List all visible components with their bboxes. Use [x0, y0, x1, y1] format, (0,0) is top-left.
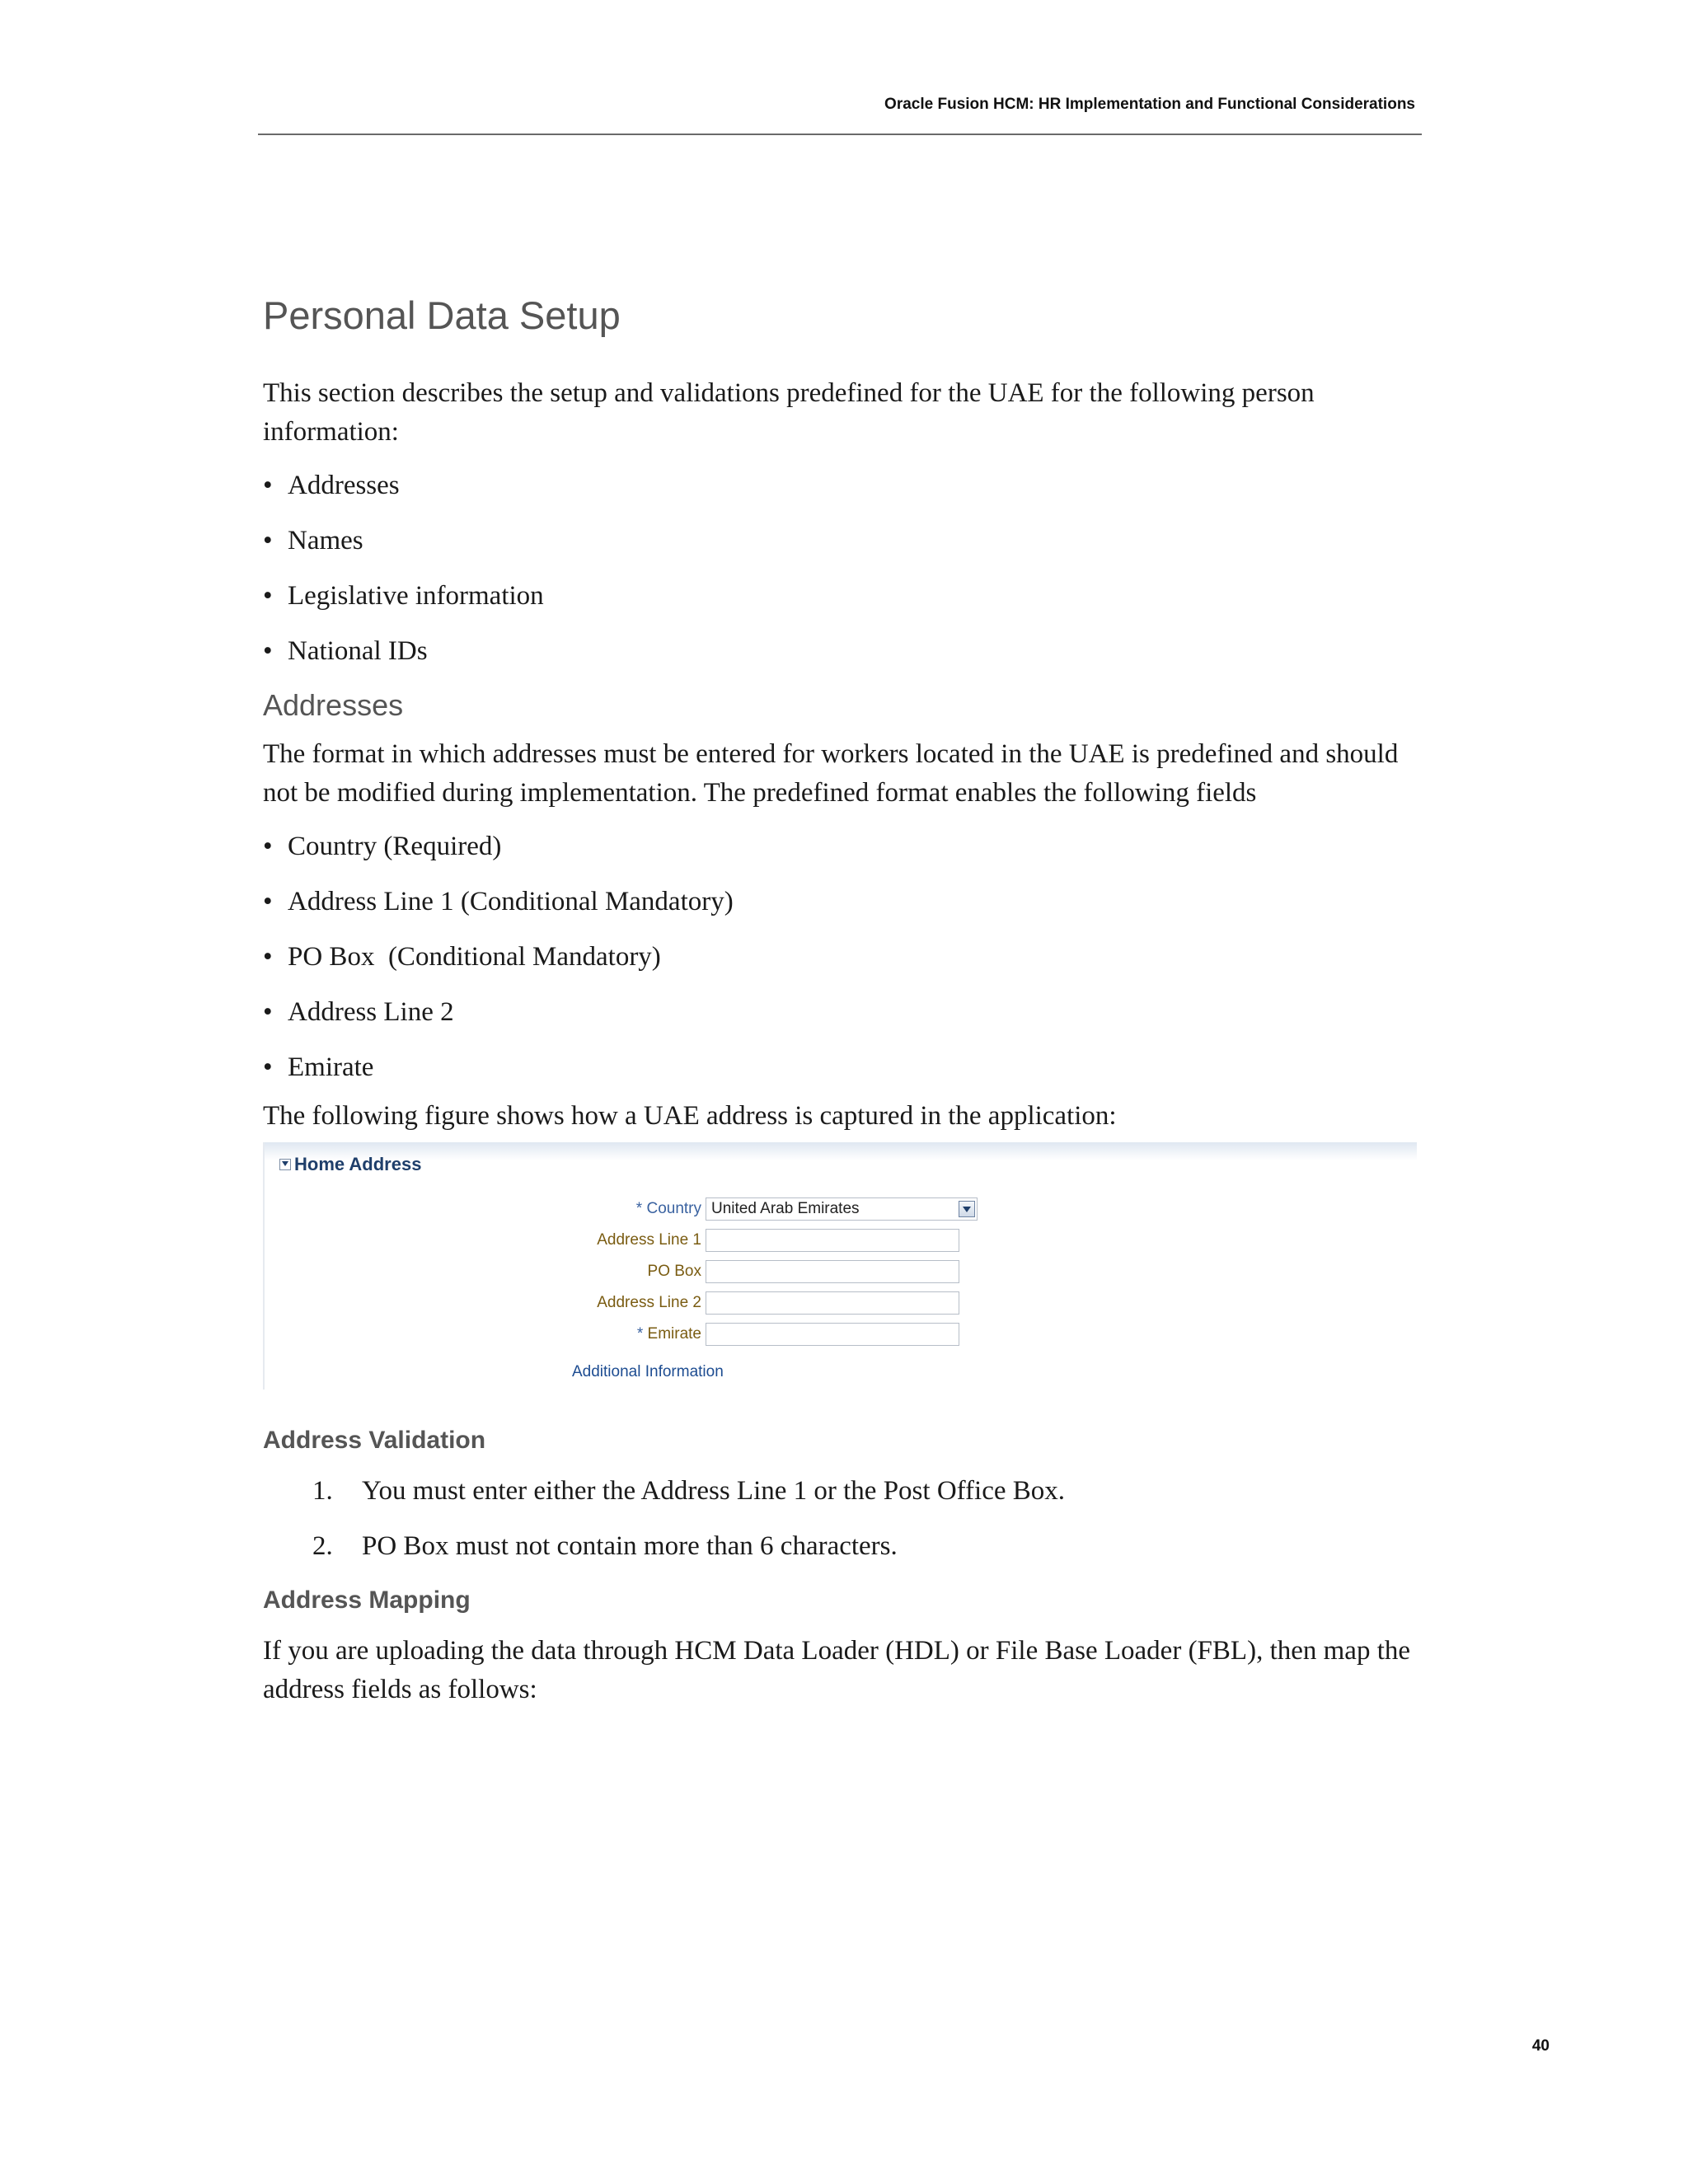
addresses-intro: The format in which addresses must be entered for workers located in the UAE is predefined and should not be modified during implementation. The predefined format enables the following fields — [263, 738, 1399, 808]
page-number: 40 — [1531, 2037, 1550, 2055]
dropdown-arrow-icon[interactable] — [959, 1201, 975, 1217]
country-row — [265, 1197, 701, 1221]
po-box-input[interactable] — [706, 1260, 959, 1283]
address-validation-title: Address Validation — [263, 1426, 486, 1454]
address-line-2-row — [265, 1291, 701, 1315]
country-label — [454, 1200, 701, 1218]
address-line-1-label — [454, 1231, 701, 1249]
figure-header-bar — [265, 1142, 1417, 1160]
step-number: 1. — [312, 1475, 333, 1506]
list-item — [263, 1527, 1422, 1566]
country-label-text: Country — [646, 1199, 701, 1217]
required-marker: * — [636, 1324, 648, 1343]
figure-caption: The following figure shows how a UAE address is captured in the application: — [263, 1100, 1117, 1131]
additional-information-link[interactable]: Additional Information — [572, 1362, 724, 1380]
validation-steps — [263, 1472, 1422, 1566]
addresses-title: Addresses — [263, 688, 404, 723]
po-box-row — [265, 1259, 701, 1284]
collapse-icon[interactable] — [279, 1159, 291, 1170]
mapping-text: If you are uploading the data through HCM Data Loader (HDL) or File Base Loader (FBL), then map the address fields as follows: — [263, 1635, 1411, 1704]
address-line-2-label — [454, 1294, 701, 1312]
address-line-2-label-text: Address Line 2 — [597, 1293, 701, 1311]
list-item: • Names — [263, 522, 1422, 560]
section-intro: This section describes the setup and validations predefined for the UAE for the following person information: — [263, 378, 1315, 448]
list-item: • Addresses — [263, 466, 1422, 505]
list-item: • Legislative information — [263, 577, 1422, 616]
running-header: Oracle Fusion HCM: HR Implementation and Functional Considerations — [884, 96, 1415, 113]
step-text: You must enter either the Address Line 1 or the Post Office Box. — [362, 1475, 1066, 1506]
home-address-header[interactable] — [279, 1154, 421, 1175]
step-number: 2. — [312, 1530, 333, 1561]
emirate-input[interactable] — [706, 1323, 959, 1346]
list-item: • Country (Required) — [263, 827, 1422, 866]
address-line-1-label-text: Address Line 1 — [597, 1230, 701, 1249]
list-item: • Emirate — [263, 1048, 1422, 1087]
list-item: • PO Box (Conditional Mandatory) — [263, 938, 1422, 977]
address-line-1-row — [265, 1228, 701, 1253]
emirate-label-text: Emirate — [647, 1324, 701, 1343]
address-line-2-input[interactable] — [706, 1291, 959, 1315]
po-box-label-text: PO Box — [647, 1262, 701, 1280]
emirate-label — [454, 1325, 701, 1343]
address-line-1-input[interactable] — [706, 1229, 959, 1252]
country-select[interactable] — [706, 1197, 978, 1221]
list-item: • Address Line 2 — [263, 993, 1422, 1032]
emirate-row — [265, 1322, 701, 1347]
list-item: • National IDs — [263, 632, 1422, 671]
required-marker: * — [635, 1199, 647, 1217]
po-box-label — [454, 1263, 701, 1281]
header-rule — [258, 134, 1422, 135]
list-item: • Address Line 1 (Conditional Mandatory) — [263, 883, 1422, 921]
home-address-figure — [263, 1142, 1417, 1390]
address-fields-list — [263, 827, 1422, 1087]
person-info-list — [263, 466, 1422, 671]
document-body — [263, 293, 1422, 1709]
address-mapping-title: Address Mapping — [263, 1586, 471, 1614]
list-item — [263, 1472, 1422, 1511]
step-text: PO Box must not contain more than 6 characters. — [362, 1530, 898, 1561]
home-address-label: Home Address — [294, 1153, 422, 1174]
country-select-value: United Arab Emirates — [711, 1199, 860, 1217]
section-title: Personal Data Setup — [263, 293, 621, 337]
